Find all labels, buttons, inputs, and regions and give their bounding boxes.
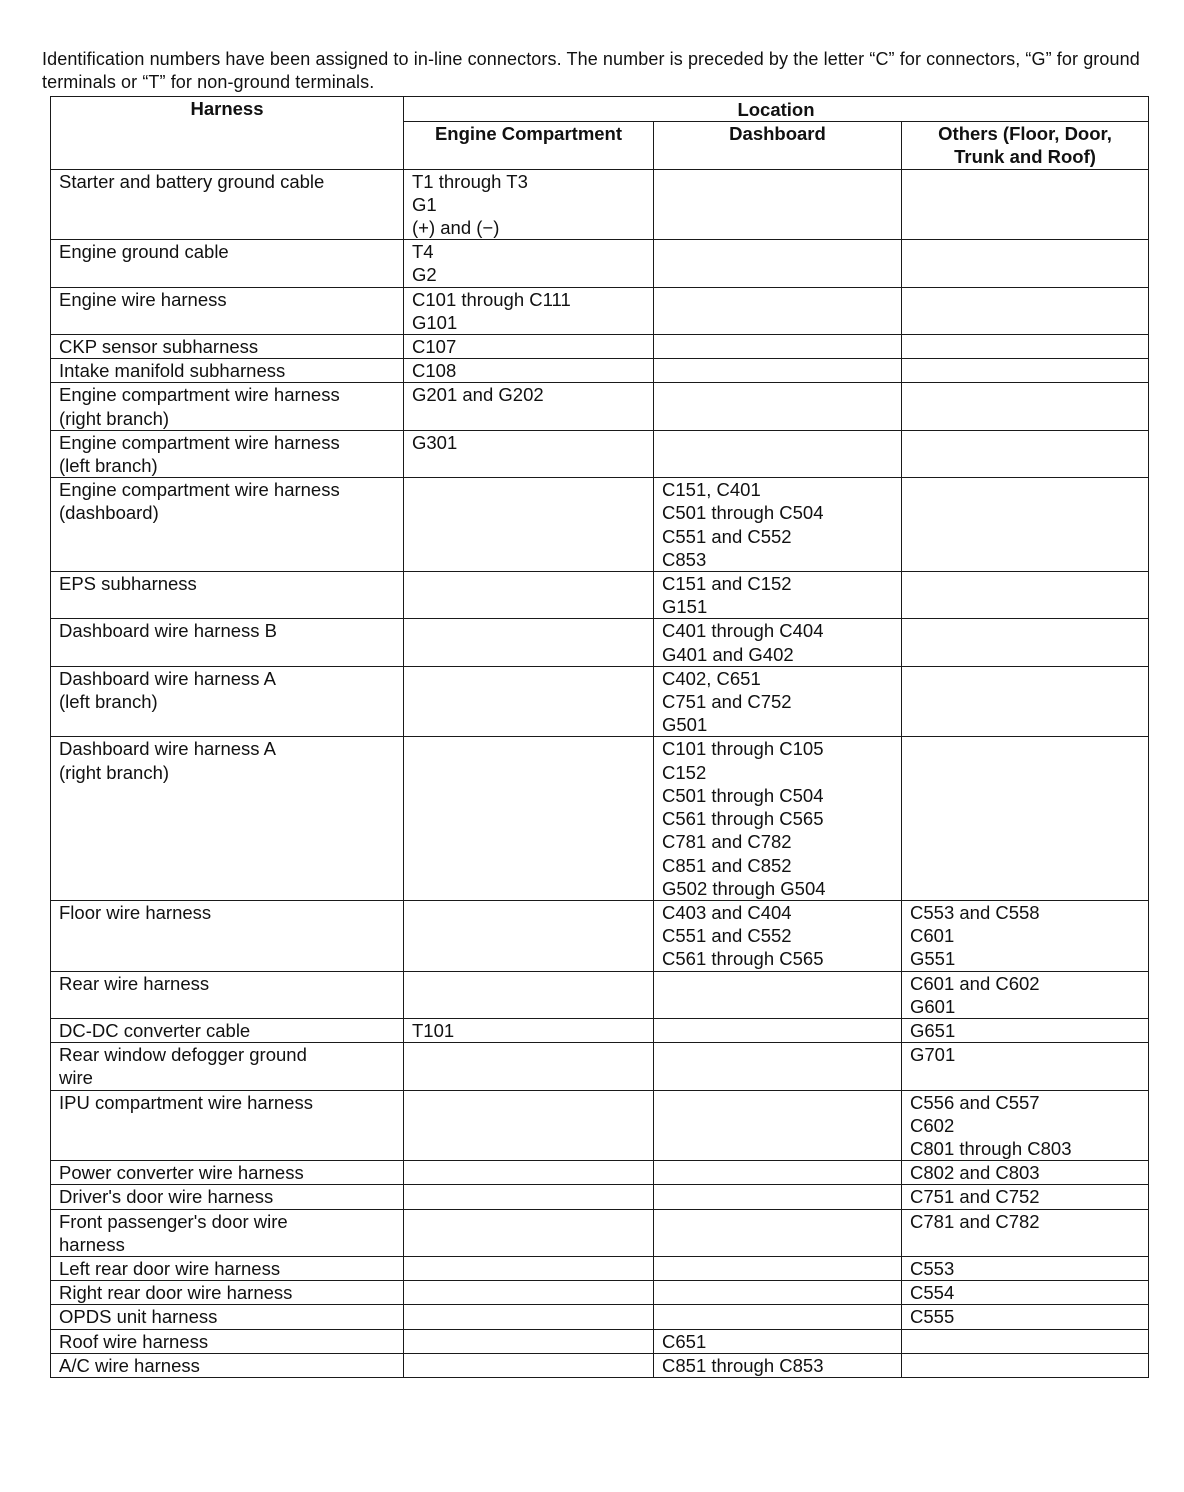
dashboard-cell (654, 430, 902, 477)
harness-cell (51, 1018, 404, 1042)
dashboard-cell-line: G502 through G504 (662, 877, 826, 899)
others-cell (902, 666, 1149, 737)
harness-cell-line: (dashboard) (59, 502, 159, 524)
harness-cell (51, 1090, 404, 1161)
engine-compartment-cell-line: G101 (412, 311, 458, 333)
others-cell (902, 900, 1149, 971)
others-cell (902, 478, 1149, 572)
engine-compartment-cell (404, 1305, 654, 1329)
dashboard-header: Dashboard (654, 122, 902, 169)
table-row (51, 619, 1149, 666)
harness-cell-line: Dashboard wire harness A (59, 667, 276, 689)
engine-compartment-cell-line: C107 (412, 336, 457, 358)
dashboard-cell-line: C551 and C552 (662, 525, 792, 547)
others-cell-line: G551 (910, 948, 956, 970)
dashboard-cell (654, 1209, 902, 1256)
table-header (51, 97, 1149, 170)
dashboard-cell-line: C551 and C552 (662, 925, 792, 947)
others-header (902, 122, 1149, 169)
harness-cell-line: Rear window defogger ground (59, 1044, 307, 1066)
table-row (51, 900, 1149, 971)
harness-cell-line: (left branch) (59, 455, 158, 477)
engine-compartment-cell-line: G2 (412, 264, 437, 286)
table-row (51, 1185, 1149, 1209)
others-cell (902, 287, 1149, 334)
harness-cell-line: Power converter wire harness (59, 1162, 304, 1184)
engine-compartment-cell-line: G1 (412, 193, 437, 215)
connector-location-table (50, 96, 1149, 1378)
others-cell (902, 1353, 1149, 1377)
table-row (51, 240, 1149, 287)
harness-cell-line: Engine compartment wire harness (59, 431, 340, 453)
dashboard-cell-line: C403 and C404 (662, 901, 792, 923)
harness-column-header: Harness (51, 97, 404, 170)
engine-compartment-cell (404, 1256, 654, 1280)
table-row (51, 666, 1149, 737)
dashboard-cell-line: C851 and C852 (662, 854, 792, 876)
harness-cell (51, 335, 404, 359)
dashboard-cell-line: G151 (662, 596, 708, 618)
table-row (51, 335, 1149, 359)
others-cell-line: C554 (910, 1282, 955, 1304)
dashboard-cell-line: G501 (662, 714, 708, 736)
engine-compartment-cell (404, 430, 654, 477)
dashboard-cell (654, 619, 902, 666)
dashboard-cell (654, 1281, 902, 1305)
harness-cell (51, 971, 404, 1018)
engine-compartment-cell-line: (+) and (−) (412, 217, 500, 239)
others-cell (902, 1281, 1149, 1305)
others-cell (902, 359, 1149, 383)
table-row (51, 1090, 1149, 1161)
dashboard-cell (654, 359, 902, 383)
dashboard-cell-line: C151, C401 (662, 479, 761, 501)
harness-cell-line: Dashboard wire harness A (59, 738, 276, 760)
harness-cell-line: Engine wire harness (59, 288, 227, 310)
others-cell-line: C781 and C782 (910, 1210, 1040, 1232)
dashboard-cell (654, 335, 902, 359)
harness-cell (51, 1305, 404, 1329)
dashboard-cell-line: C781 and C782 (662, 831, 792, 853)
engine-compartment-cell (404, 666, 654, 737)
table-row (51, 971, 1149, 1018)
header-row-top (51, 97, 1149, 122)
engine-compartment-cell (404, 1018, 654, 1042)
engine-compartment-cell-line: G301 (412, 431, 458, 453)
others-cell-line: C601 (910, 925, 955, 947)
others-cell (902, 572, 1149, 619)
table-row (51, 287, 1149, 334)
engine-compartment-cell (404, 572, 654, 619)
harness-cell (51, 383, 404, 430)
others-cell (902, 335, 1149, 359)
harness-cell-line: Intake manifold subharness (59, 360, 286, 382)
table-row (51, 572, 1149, 619)
others-cell-line: C801 through C803 (910, 1137, 1072, 1159)
dashboard-cell (654, 1043, 902, 1090)
harness-cell (51, 1161, 404, 1185)
dashboard-cell (654, 900, 902, 971)
harness-cell-line: Engine ground cable (59, 241, 229, 263)
engine-compartment-cell (404, 287, 654, 334)
engine-compartment-cell (404, 1209, 654, 1256)
table-row (51, 1256, 1149, 1280)
harness-cell-line: wire (59, 1067, 93, 1089)
dashboard-cell (654, 287, 902, 334)
harness-cell-line: Driver's door wire harness (59, 1186, 274, 1208)
engine-compartment-cell-line: T101 (412, 1019, 455, 1041)
others-cell-line: C802 and C803 (910, 1162, 1040, 1184)
harness-cell (51, 478, 404, 572)
engine-compartment-cell (404, 1161, 654, 1185)
engine-compartment-cell (404, 619, 654, 666)
harness-cell (51, 1281, 404, 1305)
others-cell-line: G651 (910, 1019, 956, 1041)
engine-compartment-cell (404, 1353, 654, 1377)
harness-cell-line: Engine compartment wire harness (59, 384, 340, 406)
dashboard-cell-line: C501 through C504 (662, 502, 824, 524)
others-cell (902, 1090, 1149, 1161)
engine-compartment-cell-line: G201 and G202 (412, 384, 544, 406)
engine-compartment-cell (404, 1281, 654, 1305)
others-cell-line: C602 (910, 1114, 955, 1136)
dashboard-cell (654, 1185, 902, 1209)
harness-cell-line: DC-DC converter cable (59, 1019, 251, 1041)
engine-compartment-cell (404, 240, 654, 287)
dashboard-cell (654, 240, 902, 287)
location-column-group-header: Location (404, 97, 1149, 122)
harness-cell (51, 240, 404, 287)
engine-compartment-cell (404, 900, 654, 971)
engine-compartment-cell (404, 1185, 654, 1209)
harness-cell-line: Right rear door wire harness (59, 1282, 293, 1304)
harness-cell-line: Engine compartment wire harness (59, 479, 340, 501)
harness-cell-line: A/C wire harness (59, 1354, 200, 1376)
others-cell-line: C553 (910, 1257, 955, 1279)
dashboard-cell-line: C151 and C152 (662, 573, 792, 595)
harness-cell-line: Floor wire harness (59, 901, 212, 923)
others-cell (902, 737, 1149, 900)
table-row (51, 1353, 1149, 1377)
harness-cell (51, 1329, 404, 1353)
dashboard-cell (654, 1329, 902, 1353)
harness-cell (51, 1256, 404, 1280)
dashboard-cell (654, 971, 902, 1018)
others-cell-line: C751 and C752 (910, 1186, 1040, 1208)
table-row (51, 1043, 1149, 1090)
dashboard-cell-line: C402, C651 (662, 667, 761, 689)
others-cell (902, 1018, 1149, 1042)
others-cell (902, 1161, 1149, 1185)
engine-compartment-header: Engine Compartment (404, 122, 654, 169)
others-cell (902, 430, 1149, 477)
dashboard-cell (654, 478, 902, 572)
table-row (51, 1281, 1149, 1305)
engine-compartment-cell (404, 359, 654, 383)
others-cell (902, 1329, 1149, 1353)
others-cell-line: C553 and C558 (910, 901, 1040, 923)
harness-cell-line: EPS subharness (59, 573, 197, 595)
engine-compartment-cell (404, 478, 654, 572)
table-row (51, 1161, 1149, 1185)
table-row (51, 478, 1149, 572)
harness-cell-line: Starter and battery ground cable (59, 170, 325, 192)
others-cell (902, 383, 1149, 430)
dashboard-cell-line: C651 (662, 1330, 707, 1352)
table-row (51, 1209, 1149, 1256)
others-cell-line: G701 (910, 1044, 956, 1066)
others-cell-line: C601 and C602 (910, 972, 1040, 994)
intro-paragraph: Identification numbers have been assigned to in-line connectors. The number is preceded by the letter “C” for connectors, “G” for ground terminals or “T” for non-ground terminals. (42, 49, 1140, 92)
harness-cell (51, 572, 404, 619)
harness-cell-line: (right branch) (59, 407, 170, 429)
dashboard-cell-line: C853 (662, 548, 707, 570)
others-cell (902, 619, 1149, 666)
harness-cell (51, 430, 404, 477)
others-cell (902, 1256, 1149, 1280)
dashboard-cell (654, 666, 902, 737)
others-cell (902, 1185, 1149, 1209)
engine-compartment-cell-line: T4 (412, 241, 434, 263)
dashboard-cell-line: C101 through C105 (662, 738, 824, 760)
harness-cell (51, 666, 404, 737)
harness-cell-line: Front passenger's door wire (59, 1210, 288, 1232)
harness-cell (51, 737, 404, 900)
harness-cell-line: Rear wire harness (59, 972, 210, 994)
engine-compartment-cell (404, 1090, 654, 1161)
dashboard-cell (654, 1305, 902, 1329)
harness-cell (51, 169, 404, 240)
harness-cell-line: Left rear door wire harness (59, 1257, 281, 1279)
harness-cell (51, 287, 404, 334)
others-cell (902, 169, 1149, 240)
dashboard-cell (654, 1256, 902, 1280)
dashboard-cell (654, 737, 902, 900)
harness-cell-line: harness (59, 1233, 125, 1255)
harness-cell-line: Roof wire harness (59, 1330, 209, 1352)
dashboard-cell (654, 1018, 902, 1042)
table-row (51, 383, 1149, 430)
table-row (51, 1329, 1149, 1353)
dashboard-cell (654, 1090, 902, 1161)
others-header-line-2: Trunk and Roof) (954, 146, 1096, 168)
harness-cell-line: IPU compartment wire harness (59, 1091, 313, 1113)
dashboard-cell (654, 383, 902, 430)
others-cell-line: C555 (910, 1306, 955, 1328)
engine-compartment-cell-line: T1 through T3 (412, 170, 528, 192)
engine-compartment-cell (404, 737, 654, 900)
harness-cell-line: Dashboard wire harness B (59, 620, 277, 642)
harness-cell-line: (right branch) (59, 761, 170, 783)
others-cell-line: C556 and C557 (910, 1091, 1040, 1113)
dashboard-cell-line: C152 (662, 761, 707, 783)
table-row (51, 430, 1149, 477)
harness-cell (51, 1185, 404, 1209)
table-row (51, 1018, 1149, 1042)
dashboard-cell (654, 169, 902, 240)
harness-cell (51, 900, 404, 971)
engine-compartment-cell (404, 1329, 654, 1353)
dashboard-cell (654, 1353, 902, 1377)
dashboard-cell-line: C561 through C565 (662, 948, 824, 970)
harness-cell (51, 1209, 404, 1256)
others-cell (902, 1305, 1149, 1329)
table-row (51, 737, 1149, 900)
dashboard-cell-line: C501 through C504 (662, 784, 824, 806)
dashboard-cell-line: C751 and C752 (662, 691, 792, 713)
harness-cell-line: OPDS unit harness (59, 1306, 218, 1328)
engine-compartment-cell (404, 1043, 654, 1090)
dashboard-cell-line: C851 through C853 (662, 1354, 824, 1376)
harness-cell (51, 619, 404, 666)
others-cell (902, 1043, 1149, 1090)
others-cell (902, 1209, 1149, 1256)
table-row (51, 169, 1149, 240)
engine-compartment-cell (404, 335, 654, 359)
harness-cell-line: CKP sensor subharness (59, 336, 259, 358)
others-cell-line: G601 (910, 995, 956, 1017)
table-row (51, 1305, 1149, 1329)
engine-compartment-cell (404, 169, 654, 240)
others-cell (902, 971, 1149, 1018)
others-cell (902, 240, 1149, 287)
table-row (51, 359, 1149, 383)
dashboard-cell-line: G401 and G402 (662, 643, 794, 665)
others-header-line-1: Others (Floor, Door, (938, 123, 1112, 145)
harness-cell (51, 1353, 404, 1377)
engine-compartment-cell-line: C101 through C111 (412, 288, 571, 310)
harness-cell (51, 1043, 404, 1090)
dashboard-cell-line: C401 through C404 (662, 620, 824, 642)
engine-compartment-cell-line: C108 (412, 360, 457, 382)
dashboard-cell (654, 1161, 902, 1185)
harness-cell (51, 359, 404, 383)
dashboard-cell (654, 572, 902, 619)
engine-compartment-cell (404, 383, 654, 430)
harness-cell-line: (left branch) (59, 691, 158, 713)
engine-compartment-cell (404, 971, 654, 1018)
table-body (51, 169, 1149, 1377)
dashboard-cell-line: C561 through C565 (662, 808, 824, 830)
